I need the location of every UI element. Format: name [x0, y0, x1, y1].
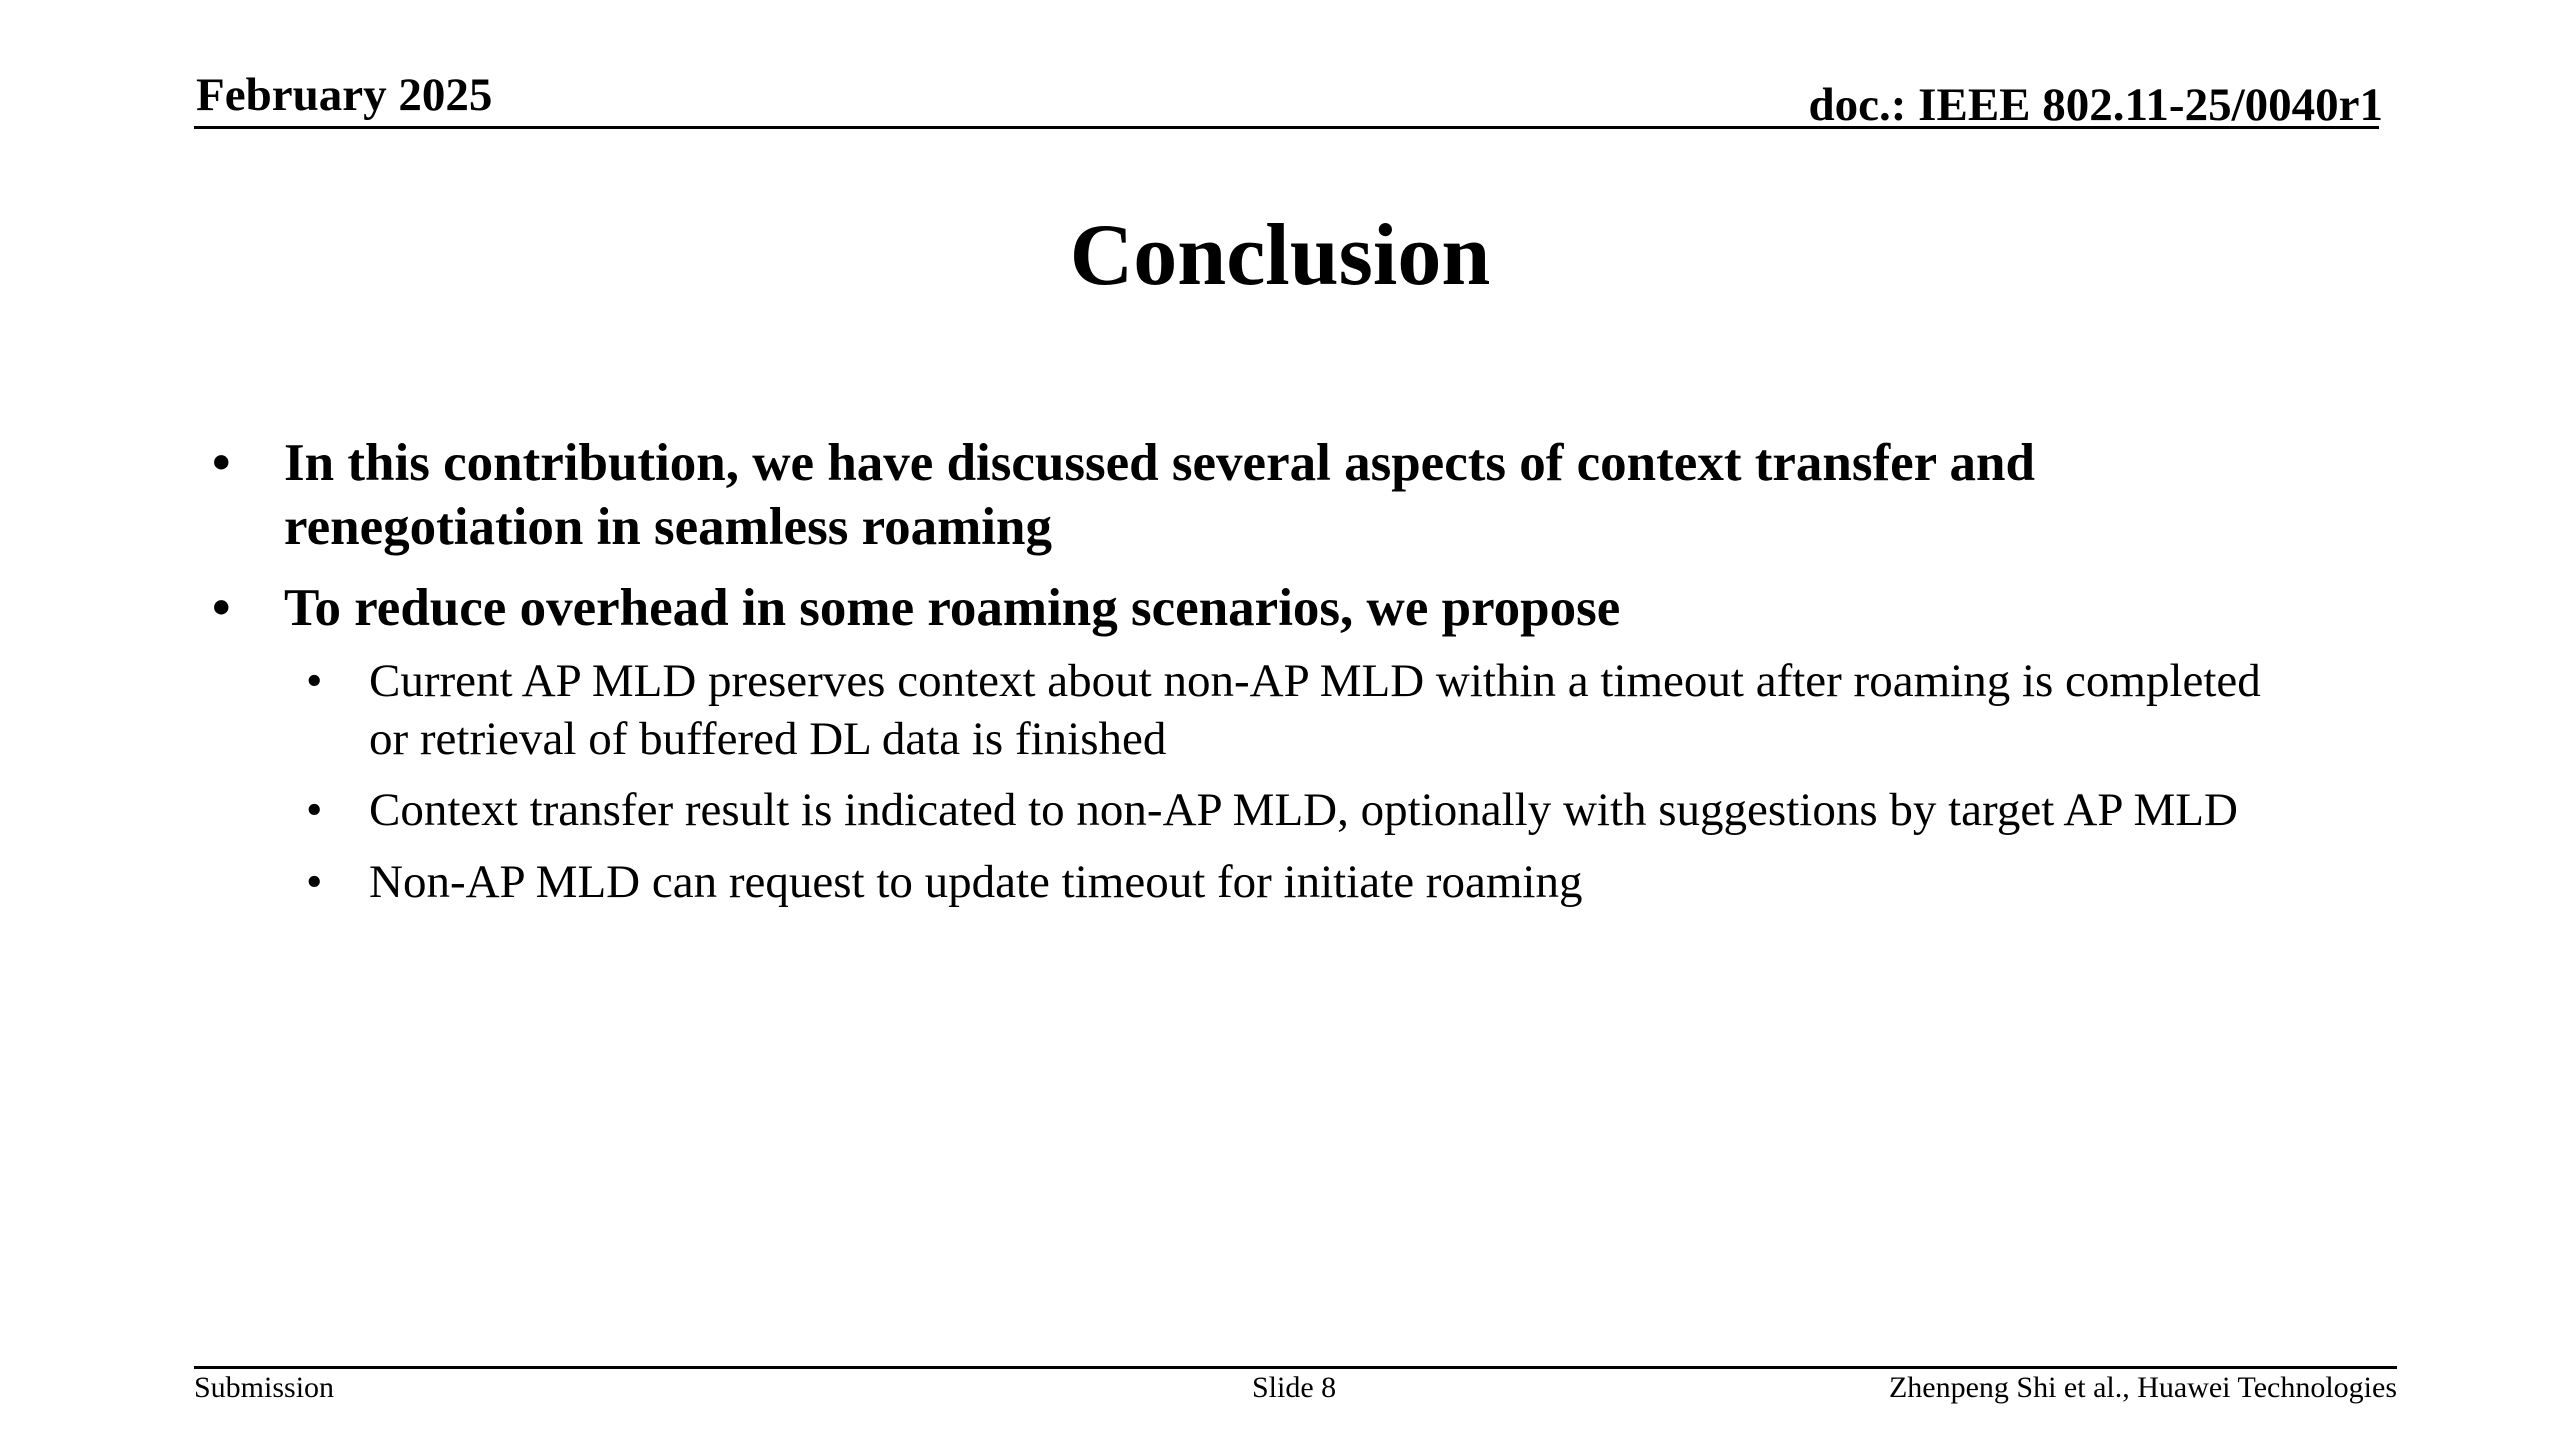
- bullet-line: Context transfer result is indicated to non-AP MLD, optionally with suggestions by target AP MLD: [369, 784, 2238, 836]
- bullet-line: In this contribution, we have discussed several aspects of context transfer and: [284, 434, 2035, 492]
- slide-title: Conclusion: [1069, 207, 1491, 304]
- bullet-dot-icon: •: [306, 655, 323, 707]
- bullet-dot-icon: •: [212, 434, 231, 492]
- bullet-dot-icon: •: [306, 856, 323, 908]
- footer-submission: Submission: [194, 1371, 335, 1404]
- bullet-text: [369, 781, 2238, 839]
- bullet-line: Non-AP MLD can request to update timeout for initiate roaming: [369, 856, 1583, 908]
- bullet-text: [369, 652, 2261, 768]
- bullet-line: To reduce overhead in some roaming scenarios, we propose: [284, 579, 1621, 637]
- bullet-text: [284, 576, 1620, 640]
- footer-slide-number: Slide 8: [1252, 1371, 1337, 1404]
- header-doc-id: doc.: IEEE 802.11-25/0040r1: [1808, 79, 2383, 131]
- bullet-line: Current AP MLD preserves context about non-AP MLD within a timeout after roaming is completed: [369, 655, 2261, 707]
- bullet-text: [284, 431, 2035, 559]
- footer-authors: Zhenpeng Shi et al., Huawei Technologies: [1888, 1371, 2397, 1404]
- header-date: February 2025: [196, 69, 493, 121]
- bullet-dot-icon: •: [306, 784, 323, 836]
- bullet-dot-icon: •: [212, 579, 231, 637]
- bullet-line: renegotiation in seamless roaming: [284, 498, 1052, 556]
- bullet-line: or retrieval of buffered DL data is finished: [369, 713, 1167, 765]
- footer-divider: [194, 1366, 2397, 1369]
- bullet-text: [369, 853, 1582, 911]
